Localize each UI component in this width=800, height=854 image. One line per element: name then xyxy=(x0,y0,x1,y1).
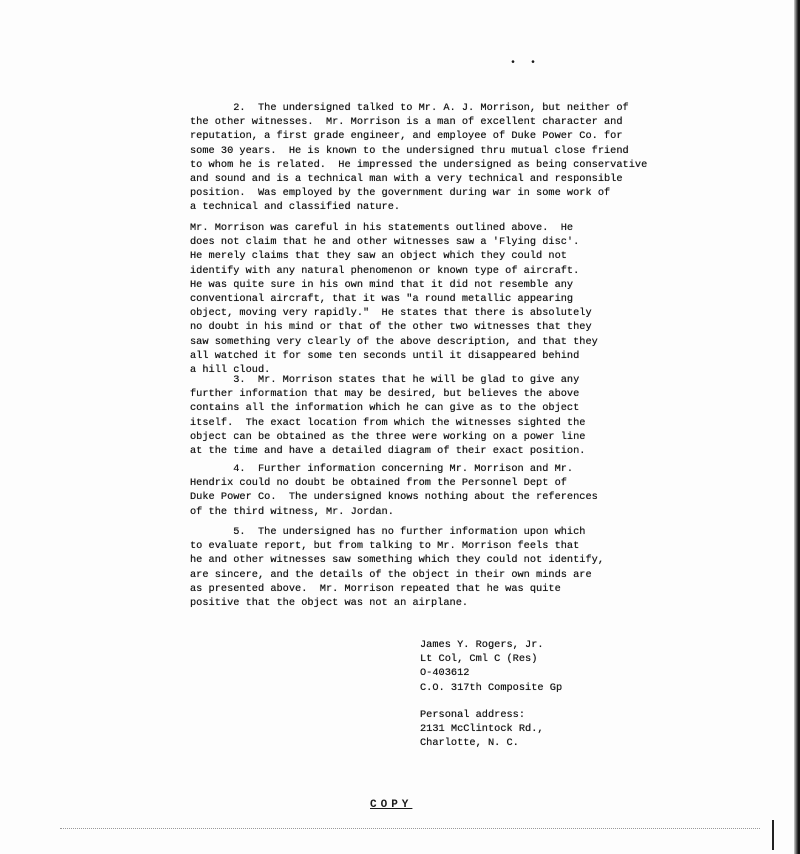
copy-stamp: COPY xyxy=(370,799,413,811)
signer-serial: O-403612 xyxy=(420,667,470,680)
page-edge-shadow xyxy=(794,0,800,854)
address-label: Personal address: xyxy=(420,708,526,721)
address-street: 2131 McClintock Rd., xyxy=(420,723,544,736)
paragraph-2-continued: Mr. Morrison was careful in his statements outlined above. He does not claim that he and other witnesses saw a 'Flying disc'. He merely claims that they saw an object which they could not identify with any natural phenomenon or known type of aircraft. He was quite sure in his own mind that it did not resemble any conventional aircraft, that it was "a round metallic appearing object, moving very rapidly." He states that there is absolutely no doubt in his mind or that of the other two witnesses that they saw something very clearly of the above description, and that they all watched it for some ten seconds until it disappeared behind a hill cloud. xyxy=(190,222,598,377)
top-marks: • • xyxy=(510,58,541,69)
signer-rank: Lt Col, Cml C (Res) xyxy=(420,653,538,666)
bottom-rule xyxy=(60,828,760,829)
paragraph-4: 4. Further information concerning Mr. Morrison and Mr. Hendrix could no doubt be obtained from the Personnel Dept of Duke Power Co. The undersigned knows nothing about the references of the third witness, Mr. Jordan. xyxy=(190,463,598,518)
signature-block xyxy=(420,638,660,750)
paragraph-5: 5. The undersigned has no further information upon which to evaluate report, but from talking to Mr. Morrison feels that he and other witnesses saw something which they could not identify, are sincere, and the details of the object in their own minds are as presented above. Mr. Morrison repeated that he was quite positive that the object was not an airplane. xyxy=(190,526,605,610)
paragraph-3: 3. Mr. Morrison states that he will be glad to give any further information that may be desired, but believes the above contains all the information which he can give as to the object itself. The exact location from which the witnesses sighted the object can be obtained as the three were working on a power line at the time and have a detailed diagram of their exact position. xyxy=(190,374,586,458)
signer-name: James Y. Rogers, Jr. xyxy=(420,639,544,651)
corner-mark xyxy=(772,820,774,850)
paragraph-2: 2. The undersigned talked to Mr. A. J. Morrison, but neither of the other witnesses. Mr. Morrison is a man of excellent character and reputation, a first grade engineer, and employee of Duke Power Co. for some 30 years. He is known to the undersigned thru mutual close friend to whom he is related. He impressed the undersigned as being conservative and sound and is a technical man with a very technical and responsible position. Was employed by the government during war in some work of a technical and classified nature. xyxy=(190,102,648,214)
signer-unit: C.O. 317th Composite Gp xyxy=(420,681,563,694)
address-city: Charlotte, N. C. xyxy=(420,737,519,750)
signature-spacer xyxy=(420,695,660,708)
